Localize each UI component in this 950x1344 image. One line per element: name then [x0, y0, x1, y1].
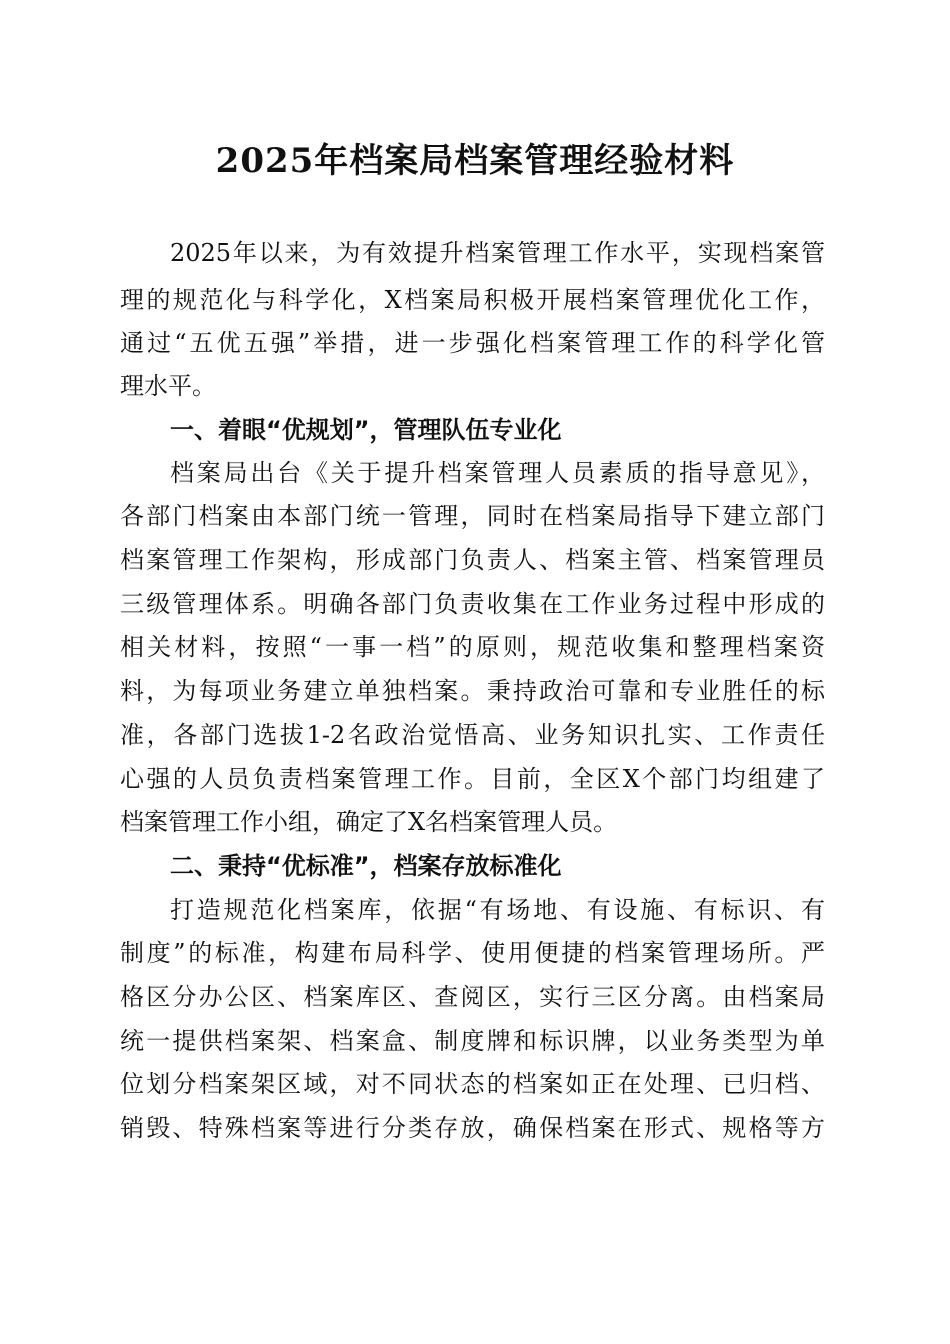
section-2-line: 制度”的标准，构建布局科学、使用便捷的档案管理场所。严 — [120, 939, 825, 967]
section-2-line: 打造规范化档案库，依据“有场地、有设施、有标识、有 — [170, 896, 825, 924]
section-1-line: 相关材料，按照“一事一档”的原则，规范收集和整理档案资 — [120, 633, 825, 661]
section-1-heading: 一、着眼“优规划”，管理队伍专业化 — [170, 416, 562, 444]
section-1-line: 三级管理体系。明确各部门负责收集在工作业务过程中形成的 — [120, 590, 825, 618]
section-1-line: 料，为每项业务建立单独档案。秉持政治可靠和专业胜任的标 — [120, 677, 825, 705]
section-2-line: 格区分办公区、档案库区、查阅区，实行三区分离。由档案局 — [120, 983, 825, 1011]
intro-line: 理水平。 — [120, 372, 216, 400]
section-1-line: 各部门档案由本部门统一管理，同时在档案局指导下建立部门 — [120, 502, 825, 530]
section-1-line: 档案局出台《关于提升档案管理人员素质的指导意见》， — [170, 459, 825, 487]
document-title: 2025年档案局档案管理经验材料 — [215, 141, 735, 181]
section-1-line: 心强的人员负责档案管理工作。目前，全区X个部门均组建了 — [120, 765, 825, 793]
intro-line: 通过“五优五强”举措，进一步强化档案管理工作的科学化管 — [120, 329, 825, 357]
intro-line: 2025年以来，为有效提升档案管理工作水平，实现档案管 — [170, 239, 825, 267]
intro-line: 理的规范化与科学化，X档案局积极开展档案管理优化工作， — [120, 286, 825, 314]
section-2-line: 销毁、特殊档案等进行分类存放，确保档案在形式、规格等方 — [120, 1114, 825, 1142]
section-2-line: 位划分档案架区域，对不同状态的档案如正在处理、已归档、 — [120, 1070, 825, 1098]
section-2-heading: 二、秉持“优标准”，档案存放标准化 — [170, 852, 562, 880]
section-2-line: 统一提供档案架、档案盒、制度牌和标识牌，以业务类型为单 — [120, 1027, 825, 1055]
section-1-line: 准，各部门选拔1-2名政治觉悟高、业务知识扎实、工作责任 — [120, 721, 825, 749]
section-1-line: 档案管理工作架构，形成部门负责人、档案主管、档案管理员 — [120, 546, 825, 574]
section-1-line: 档案管理工作小组，确定了X名档案管理人员。 — [120, 808, 618, 836]
